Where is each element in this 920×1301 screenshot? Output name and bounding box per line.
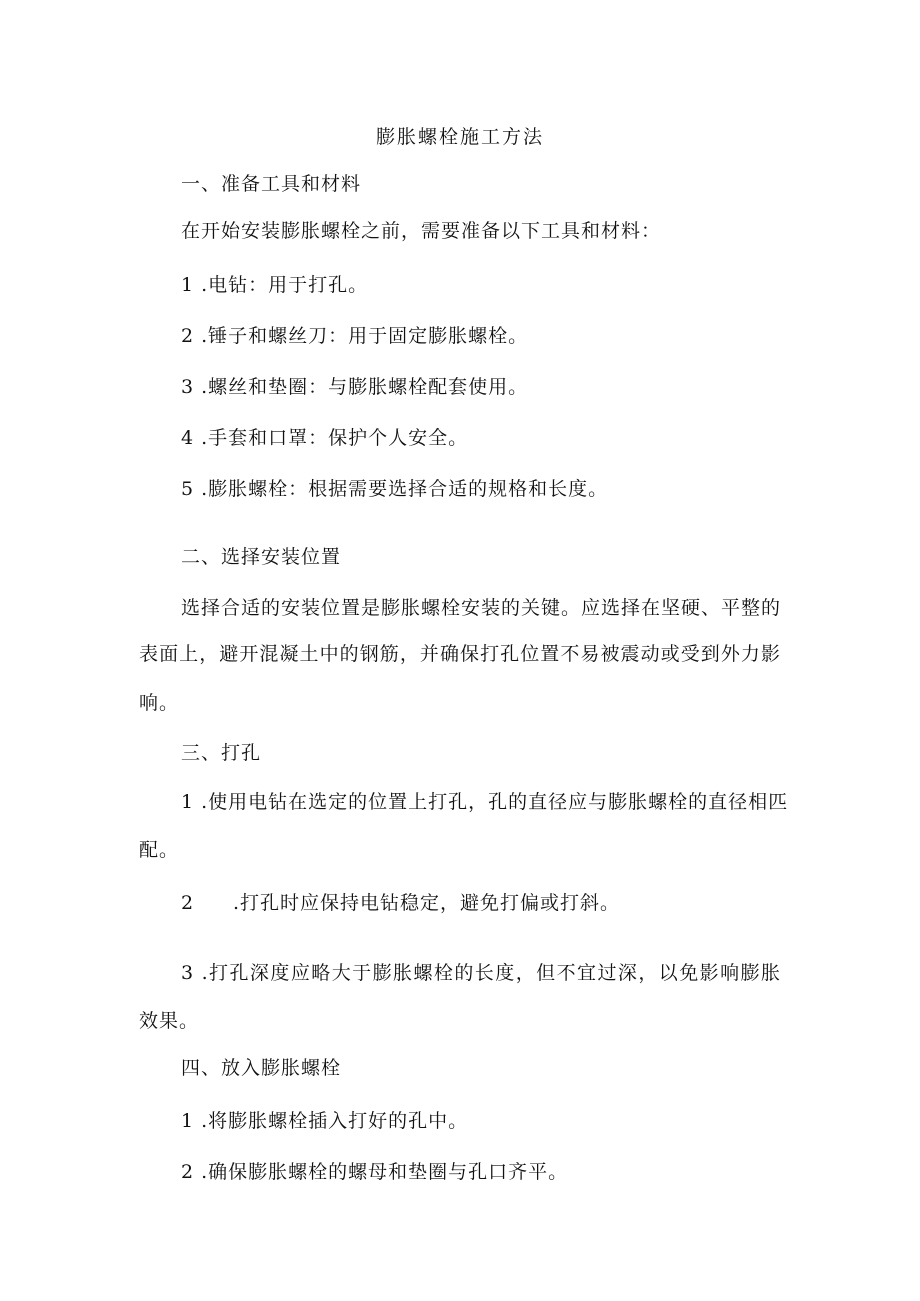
list-item: 2 .锤子和螺丝刀：用于固定膨胀螺栓。 bbox=[181, 325, 529, 347]
document-title: 膨胀螺栓施工方法 bbox=[375, 126, 544, 148]
list-item-line: 1 .使用电钻在选定的位置上打孔，孔的直径应与膨胀螺栓的直径相匹 bbox=[181, 791, 789, 813]
list-item: 5 .膨胀螺栓：根据需要选择合适的规格和长度。 bbox=[181, 478, 609, 500]
section-heading: 一、准备工具和材料 bbox=[181, 173, 362, 195]
section-heading: 二、选择安装位置 bbox=[181, 546, 342, 568]
list-item: 2 .确保膨胀螺栓的螺母和垫圈与孔口齐平。 bbox=[181, 1161, 569, 1183]
list-item-number: 2 bbox=[181, 892, 195, 914]
paragraph: 在开始安装膨胀螺栓之前，需要准备以下工具和材料： bbox=[181, 220, 662, 242]
list-item-line: 配。 bbox=[139, 839, 180, 861]
list-item-line: 效果。 bbox=[139, 1010, 200, 1032]
list-item: 1 .将膨胀螺栓插入打好的孔中。 bbox=[181, 1110, 469, 1132]
list-item-line: 3 .打孔深度应略大于膨胀螺栓的长度，但不宜过深，以免影响膨胀 bbox=[181, 962, 781, 984]
list-item-text: .打孔时应保持电钻稳定，避免打偏或打斜。 bbox=[233, 892, 621, 914]
section-heading: 三、打孔 bbox=[181, 742, 262, 764]
list-item: 1 .电钻：用于打孔。 bbox=[181, 274, 369, 296]
paragraph-line: 表面上，避开混凝土中的钢筋，并确保打孔位置不易被震动或受到外力影 bbox=[139, 643, 781, 665]
paragraph-line: 选择合适的安装位置是膨胀螺栓安装的关键。应选择在坚硬、平整的 bbox=[181, 597, 782, 619]
list-item: 4 .手套和口罩：保护个人安全。 bbox=[181, 427, 469, 449]
paragraph-line: 响。 bbox=[139, 692, 180, 714]
list-item: 3 .螺丝和垫圈：与膨胀螺栓配套使用。 bbox=[181, 376, 529, 398]
section-heading: 四、放入膨胀螺栓 bbox=[181, 1057, 342, 1079]
